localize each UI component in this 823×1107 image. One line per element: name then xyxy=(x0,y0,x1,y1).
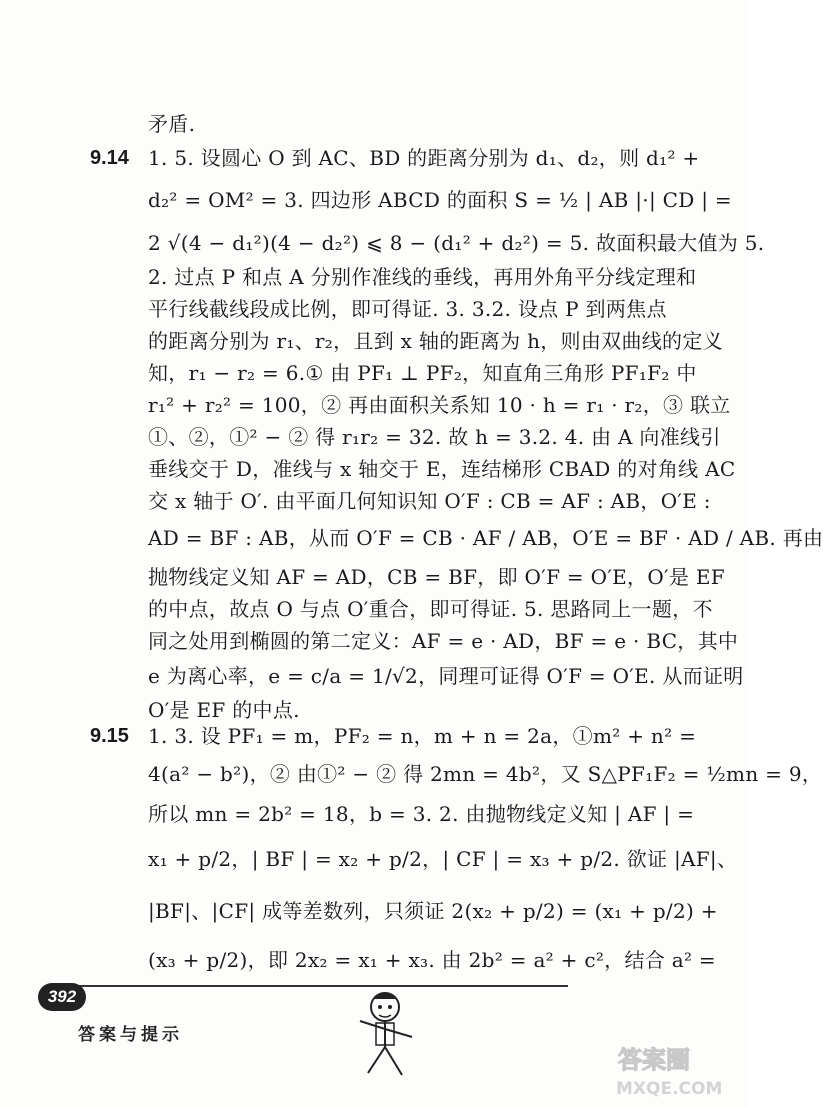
text-line: |BF|、|CF| 成等差数列，只须证 2(x₂ + p/2) = (x₁ + p/2) + xyxy=(148,899,718,923)
text-line: 垂线交于 D，准线与 x 轴交于 E，连结梯形 CBAD 的对角线 AC xyxy=(148,457,736,481)
text-line: 4(a² − b²)，② 由①² − ② 得 2mn = 4b²，又 S△PF₁F₂ = ½mn = 9， xyxy=(148,762,823,786)
text-line: r₁² + r₂² = 100，② 再由面积关系知 10 · h = r₁ · r₂，③ 联立 xyxy=(148,393,731,417)
text-line: 抛物线定义知 AF = AD，CB = BF，即 O′F = O′E，O′是 EF xyxy=(148,565,725,589)
section-label-9-15: 9.15 xyxy=(90,725,129,747)
text-line: 知，r₁ − r₂ = 6.① 由 PF₁ ⊥ PF₂，知直角三角形 PF₁F₂ 中 xyxy=(148,361,697,385)
footer-section-label: 答案与提示 xyxy=(78,1025,183,1045)
text-line: 矛盾. xyxy=(148,112,196,136)
text-line: 交 x 轴于 O′. 由平面几何知识知 O′F : CB = AF : AB，O′E : xyxy=(148,489,711,513)
text-line: AD = BF : AB，从而 O′F = CB · AF / AB，O′E = BF · AD / AB. 再由 xyxy=(148,526,823,550)
footer-rule xyxy=(48,985,568,987)
text-line: (x₃ + p/2)，即 2x₂ = x₁ + x₃. 由 2b² = a² + c²，结合 a² = xyxy=(148,948,716,972)
svg-text:答案圈: 答案圈 xyxy=(618,1046,690,1074)
svg-text:MXQE.COM: MXQE.COM xyxy=(616,1079,723,1099)
watermark-logo-icon xyxy=(610,1040,750,1100)
text-line: O′是 EF 的中点. xyxy=(148,698,300,722)
text-line: e 为离心率，e = c/a = 1/√2，同理可证得 O′F = O′E. 从而证明 xyxy=(148,664,744,688)
cartoon-boy-icon xyxy=(340,985,430,1085)
text-line: 所以 mn = 2b² = 18，b = 3. 2. 由抛物线定义知 | AF | = xyxy=(148,802,695,826)
text-line: 的中点，故点 O 与点 O′重合，即可得证. 5. 思路同上一题，不 xyxy=(148,597,713,621)
text-line: d₂² = OM² = 3. 四边形 ABCD 的面积 S = ½ | AB |·| CD | = xyxy=(148,188,732,212)
text-line: ①、②，①² − ② 得 r₁r₂ = 32. 故 h = 3.2. 4. 由 A 向准线引 xyxy=(148,425,721,449)
text-line: 同之处用到椭圆的第二定义：AF = e · AD，BF = e · BC，其中 xyxy=(148,629,739,653)
text-line: 的距离分别为 r₁、r₂，且到 x 轴的距离为 h，则由双曲线的定义 xyxy=(148,329,723,353)
text-line: 平行线截线段成比例，即可得证. 3. 3.2. 设点 P 到两焦点 xyxy=(148,297,667,321)
text-line: x₁ + p/2，| BF | = x₂ + p/2，| CF | = x₃ + p/2. 欲证 |AF|、 xyxy=(148,847,738,871)
page-number-badge: 392 xyxy=(38,983,86,1011)
section-label-9-14: 9.14 xyxy=(90,147,129,169)
text-line: 2 √(4 − d₁²)(4 − d₂²) ⩽ 8 − (d₁² + d₂²) = 5. 故面积最大值为 5. xyxy=(148,231,765,255)
text-line: 1. 5. 设圆心 O 到 AC、BD 的距离分别为 d₁、d₂，则 d₁² + xyxy=(148,146,700,170)
text-line: 2. 过点 P 和点 A 分别作准线的垂线，再用外角平分线定理和 xyxy=(148,265,697,289)
text-line: 1. 3. 设 PF₁ = m，PF₂ = n，m + n = 2a，①m² + n² = xyxy=(148,724,697,748)
